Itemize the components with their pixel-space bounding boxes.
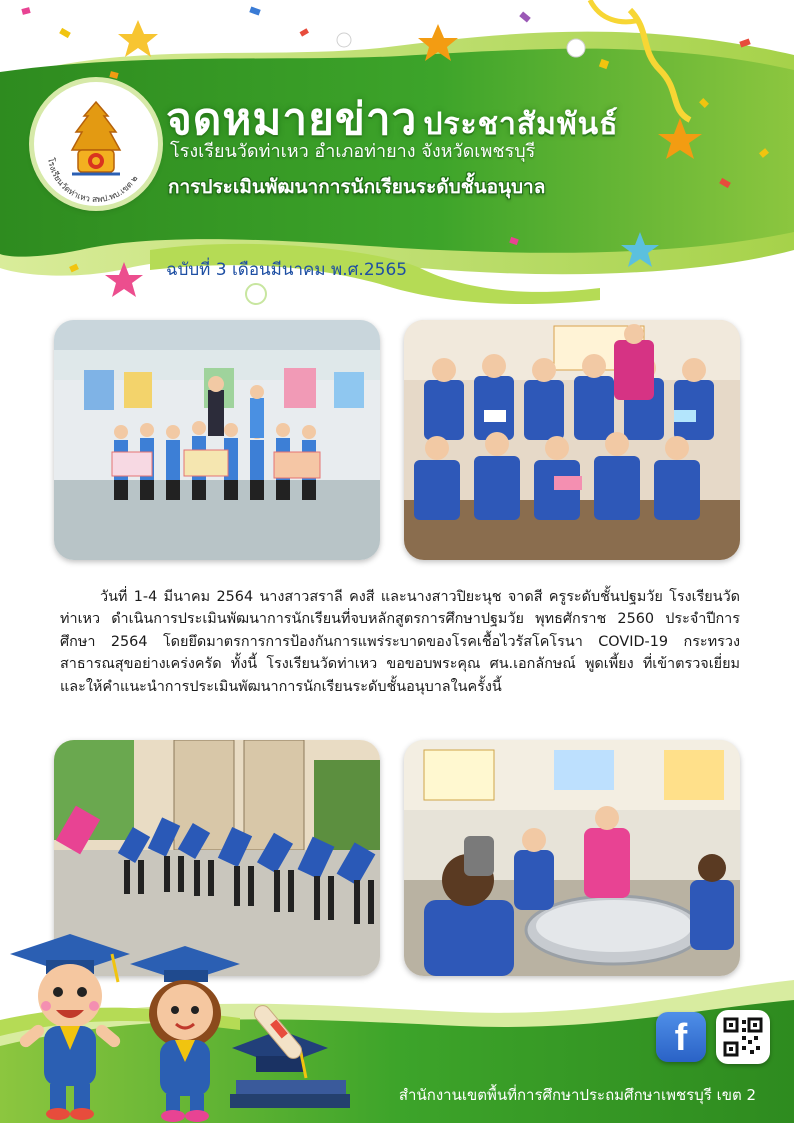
newsletter-topic: การประเมินพัฒนาการนักเรียนระดับชั้นอนุบาล — [168, 176, 546, 198]
graduate-girl-icon — [130, 946, 240, 1122]
svg-text:โรงเรียนวัดท่าเหว สพป.พบ.เขต ๒: โรงเรียนวัดท่าเหว สพป.พบ.เขต ๒ — [46, 156, 140, 205]
qr-code-icon[interactable] — [716, 1010, 770, 1064]
photo-water-activity — [404, 740, 740, 976]
school-name: โรงเรียนวัดท่าเหว อำเภอท่ายาง จังหวัดเพชรบุรี — [170, 141, 536, 162]
photo-kids-with-crafts — [404, 320, 740, 560]
title-sub-text: ประชาสัมพันธ์ — [423, 107, 619, 142]
photo-classroom-group — [54, 320, 380, 560]
issue-info: ฉบับที่ 3 เดือนมีนาคม พ.ศ.2565 — [166, 260, 408, 280]
news-body-paragraph: วันที่ 1-4 มีนาคม 2564 นางสาวสราลี คงสี และนางสาวปิยะนุช จาดสี ครูระดับชั้นปฐมวัย โรงเรียนวัดท่าเหว ดำเนินการประเมินพัฒนาการนักเรียนที่จบหลักสูตรการศึกษาปฐมวัย พุทธศักราช 2560 ประจำปีการศึกษา 2564 โดยยึดมาตรการการป้องกันการแพร่ระบาดของโรคเชื้อไวรัสโคโรนา COVID-19 กระทรวงสาธารณสุขอย่างเคร่งครัด ทั้งนี้ โรงเรียนวัดท่าเหว ขอขอบพระคุณ ศน.เอกลักษณ์ พูดเพี้ยง ที่เข้าตรวจเยี่ยม และให้คำแนะนำการประเมินพัฒนาการนักเรียนระดับชั้นอนุบาลในครั้งนี้ — [60, 589, 740, 695]
graduate-kids-illustration — [0, 930, 360, 1123]
graduate-boy-icon — [10, 934, 130, 1120]
footer-organization: สำนักงานเขตพื้นที่การศึกษาประถมศึกษาเพชรบุรี เขต 2 — [398, 1086, 756, 1104]
qr-code-pattern — [716, 1010, 770, 1064]
facebook-icon[interactable]: f — [656, 1012, 706, 1062]
title-main-text: จดหมายข่าว — [166, 94, 418, 145]
logo-text-ring — [34, 82, 158, 206]
school-logo — [34, 82, 158, 206]
